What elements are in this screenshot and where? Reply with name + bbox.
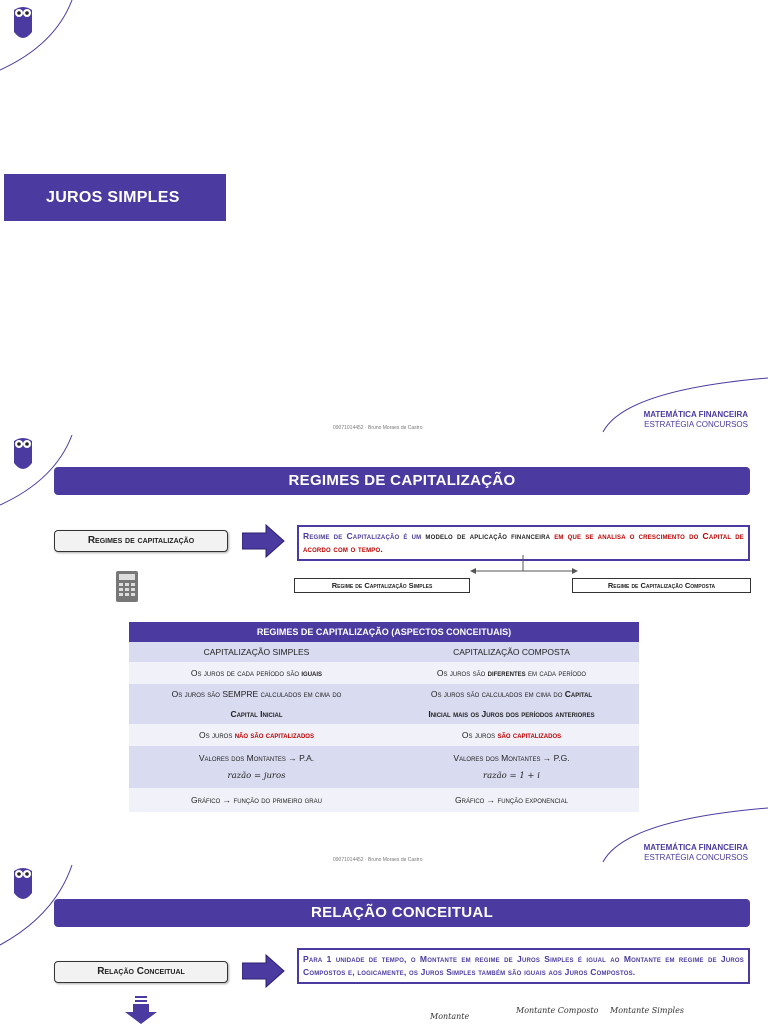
definition-part-1: Regime de Capitalização é um	[303, 531, 426, 541]
concept-label: Relação Conceitual	[54, 961, 228, 983]
definition-part-4: Capital de acordo com o tempo.	[303, 531, 745, 554]
slide-relacao-conceitual	[0, 800, 768, 1024]
cell-text: Valores dos Montantes → P.G.	[453, 753, 570, 763]
brand-line-2: ESTRATÉGIA CONCURSOS	[644, 420, 748, 429]
cell-text: Os juros são calculados em cima do	[430, 689, 565, 699]
owl-logo-icon	[12, 863, 34, 905]
graph-label-montante-simples: Montante Simples	[610, 1006, 684, 1015]
table-cell	[129, 746, 384, 788]
col-compound-header: CAPITALIZAÇÃO COMPOSTA	[384, 642, 639, 662]
section-title: JUROS SIMPLES	[4, 174, 226, 221]
table-row	[129, 662, 639, 684]
table-cell	[384, 724, 639, 746]
cell-text-bold: Inicial mais os Juros dos períodos anteriores	[428, 709, 595, 719]
definition-part-3: em que se analisa o crescimento do	[550, 531, 703, 541]
comparison-table	[129, 622, 639, 812]
graph-label-montante: Montante	[430, 1012, 470, 1021]
cell-text: Os juros são SEMPRE calculados em cima do	[171, 689, 342, 699]
cell-text-bold: Capital Inicial	[230, 709, 283, 719]
definition-part-2: modelo de aplicação financeira	[425, 531, 551, 541]
cell-text: Os juros	[461, 730, 498, 740]
owl-logo-icon	[12, 2, 34, 44]
table-row	[129, 724, 639, 746]
table-cell	[129, 724, 384, 746]
table-row	[129, 684, 639, 724]
table-cell: Gráfico → função do primeiro grau	[129, 788, 384, 812]
compound-regime-box: Regime de Capitalização Composta	[572, 578, 751, 593]
brand-line-1: MATEMÁTICA FINANCEIRA	[643, 410, 748, 419]
table-row	[129, 746, 639, 788]
footer-id: 09071014452 · Bruno Moraes de Castro	[333, 425, 423, 431]
formula: razão = juros	[227, 771, 286, 781]
definition-box	[297, 948, 750, 984]
cell-text-red: não são capitalizados	[234, 730, 314, 740]
simple-regime-box: Regime de Capitalização Simples	[294, 578, 470, 593]
branch-connector	[470, 555, 580, 587]
table-cell: Gráfico → função exponencial	[384, 788, 639, 812]
formula: razão = 1 + i	[483, 771, 540, 781]
cell-text-bold: diferentes	[487, 668, 526, 678]
cell-text-bold: iguais	[301, 668, 323, 678]
brand-line-1: MATEMÁTICA FINANCEIRA	[643, 843, 748, 852]
table-cell	[384, 746, 639, 788]
cell-text: Valores dos Montantes → P.A.	[198, 753, 315, 763]
cell-text-bold: Capital	[564, 689, 593, 699]
owl-logo-icon	[12, 433, 34, 475]
definition-text: Para 1 unidade de tempo, o Montante em regime de Juros Simples é igual ao Montante em regime de Juros Compostos e, logicamente, os Juros Simples também são iguais aos Juros Compostos.	[303, 954, 744, 977]
table-cell	[384, 662, 639, 684]
table-cell	[129, 684, 384, 724]
right-arrow-icon	[242, 523, 286, 559]
concept-label: Regimes de capitalização	[54, 530, 228, 552]
brand-header	[644, 410, 748, 430]
cell-text: Os juros são	[436, 668, 488, 678]
cell-text: Os juros	[199, 730, 235, 740]
slide-juros-simples	[0, 0, 768, 400]
slide-regimes-capitalizacao	[0, 370, 768, 840]
right-arrow-icon	[242, 953, 286, 989]
down-arrow-icon	[121, 996, 161, 1024]
cell-text-red: são capitalizados	[497, 730, 562, 740]
calculator-icon	[114, 570, 142, 604]
table-cell	[384, 684, 639, 724]
section-banner: RELAÇÃO CONCEITUAL	[54, 899, 750, 927]
table-header: REGIMES DE CAPITALIZAÇÃO (ASPECTOS CONCEITUAIS)	[129, 622, 639, 642]
section-banner: REGIMES DE CAPITALIZAÇÃO	[54, 467, 750, 495]
brand-line-2: ESTRATÉGIA CONCURSOS	[644, 853, 748, 862]
footer-id: 09071014452 · Bruno Moraes de Castro	[333, 857, 423, 863]
cell-text: em cada período	[525, 668, 587, 678]
graph-label-montante-composto: Montante Composto	[516, 1006, 599, 1015]
col-simple-header: CAPITALIZAÇÃO SIMPLES	[129, 642, 384, 662]
cell-text: Os juros de cada período são	[190, 668, 302, 678]
table-cell	[129, 662, 384, 684]
brand-header	[644, 843, 748, 863]
table-row	[129, 642, 639, 662]
